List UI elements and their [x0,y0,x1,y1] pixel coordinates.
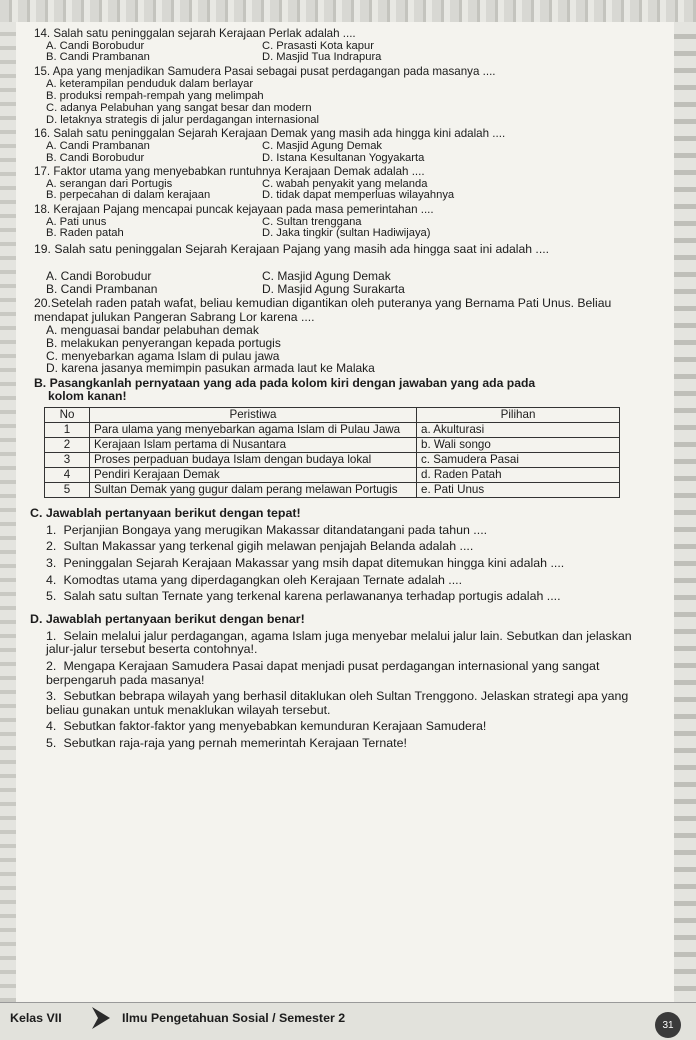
row-peristiwa: Sultan Demak yang gugur dalam perang melawan Portugis [90,482,417,497]
item-text: Komodtas utama yang diperdagangkan oleh Kerajaan Ternate adalah .... [63,572,463,587]
option-d: D. karena jasanya memimpin pasukan armada laut ke Malaka [46,361,375,376]
question-number: 18. [34,202,51,216]
item-number: 3. [46,556,57,571]
list-item [46,630,650,657]
option-a: A. menguasai bandar pelabuhan demak [46,323,259,338]
question-text: Salah satu peninggalan Sejarah Kerajaan Pajang yang masih ada hingga saat ini adalah .... [54,241,549,256]
section-b-title: B. Pasangkanlah pernyataan yang ada pada kolom kiri dengan jawaban yang ada pada [34,375,536,390]
option-d: D. Jaka tingkir (sultan Hadiwijaya) [262,227,431,240]
question-text: Salah satu peninggalan sejarah Kerajaan Perlak adalah .... [53,27,356,40]
section-c-list [46,524,650,604]
option-a: A. keterampilan penduduk dalam berlayar [46,78,254,91]
item-number: 5. [46,736,57,750]
question-options [46,179,650,202]
left-binding-decoration [0,22,16,1002]
question-options [46,217,650,240]
question-17 [34,166,650,202]
column-header-no: No [45,407,90,422]
section-b-heading [34,377,650,404]
table-row [45,467,620,482]
item-text: Mengapa Kerajaan Samudera Pasai dapat menjadi pusat perdagangan internasional yang sangat berpengaruh pada masanya! [46,659,600,687]
row-number: 1 [45,422,90,437]
option-a: A. serangan dari Portugis [46,177,173,190]
question-number: 14. [34,27,51,40]
question-number: 16. [34,127,51,141]
item-number: 2. [46,659,57,674]
option-a: A. Candi Borobudur [46,269,152,284]
section-c [30,505,650,604]
item-text: Sebutkan raja-raja yang pernah memerintah Kerajaan Ternate! [63,736,407,750]
option-a: A. Candi Borobudur [46,39,145,52]
section-d [30,611,650,751]
list-item [46,574,650,588]
question-14 [34,28,650,64]
item-text: Sebutkan faktor-faktor yang menyebabkan kemunduran Kerajaan Samudera! [63,719,487,734]
row-peristiwa: Kerajaan Islam pertama di Nusantara [90,437,417,452]
question-text: Faktor utama yang menyebabkan runtuhnya Kerajaan Demak adalah .... [53,165,425,179]
question-options [46,324,650,374]
section-d-title: D. Jawablah pertanyaan berikut dengan benar! [30,611,305,626]
question-text: Salah satu peninggalan Sejarah Kerajaan Demak yang masih ada hingga kini adalah .... [53,127,506,141]
option-c: C. Masjid Agung Demak [262,139,383,152]
table-row [45,452,620,467]
option-d: D. Istana Kesultanan Yogyakarta [262,151,425,164]
row-pilihan: c. Samudera Pasai [417,452,620,467]
list-item [46,660,650,687]
list-item [46,540,650,554]
row-pilihan: b. Wali songo [417,437,620,452]
row-number: 2 [45,437,90,452]
column-header-pilihan: Pilihan [417,407,620,422]
option-c: C. wabah penyakit yang melanda [262,177,428,190]
footer-subject-label: Ilmu Pengetahuan Sosial / Semester 2 [122,1011,346,1025]
question-15 [34,66,650,127]
table-row [45,437,620,452]
option-c: C. adanya Pelabuhan yang sangat besar dan modern [46,102,312,115]
option-c: C. menyebarkan agama Islam di pulau jawa [46,348,280,363]
option-b: B. Candi Borobudur [46,151,145,164]
question-number: 19. [34,241,51,256]
question-options [46,78,650,126]
section-c-title: C. Jawablah pertanyaan berikut dengan tepat! [30,505,301,520]
option-b: B. perpecahan di dalam kerajaan [46,189,211,202]
option-c: C. Masjid Agung Demak [262,269,391,284]
page-number: 31 [662,1019,674,1031]
option-c: C. Prasasti Kota kapur [262,39,374,52]
item-text: Sultan Makassar yang terkenal gigih melawan penjajah Belanda adalah .... [63,539,474,554]
row-peristiwa: Pendiri Kerajaan Demak [90,467,417,482]
item-text: Selain melalui jalur perdagangan, agama Islam juga menyebar melalui jalur lain. Sebutkan dan jelaskan jalur-jalur tersebut beserta contohnya!. [46,628,632,657]
table-row [45,422,620,437]
item-number: 3. [46,689,57,704]
row-number: 3 [45,452,90,467]
option-b: B. Raden patah [46,227,124,240]
section-d-list [46,630,650,751]
option-d: D. letaknya strategis di jalur perdagangan internasional [46,114,320,127]
option-b: B. melakukan penyerangan kepada portugis [46,335,281,350]
row-peristiwa: Para ulama yang menyebarkan agama Islam di Pulau Jawa [90,422,417,437]
question-text: Setelah raden patah wafat, beliau kemudian digantikan oleh puteranya yang Bernama Pati Unus. Beliau mendapat julukan Pangeran Sabrang Lor karena .... [34,296,612,324]
item-number: 5. [46,589,57,604]
question-number: 15. [34,64,51,78]
option-b: B. produksi rempah-rempah yang melimpah [46,90,264,103]
row-number: 5 [45,482,90,497]
question-options [46,270,650,295]
row-number: 4 [45,467,90,482]
top-border-decoration [0,0,696,22]
option-b: B. Candi Prambanan [46,281,158,296]
question-16 [34,128,650,164]
table-header-row [45,407,620,422]
right-binding-decoration [674,22,696,1002]
question-19 [34,243,650,295]
question-options [46,41,650,64]
row-pilihan: a. Akulturasi [417,422,620,437]
page-content [30,27,650,754]
option-c: C. Sultan trenggana [262,215,362,228]
question-number: 20. [34,296,51,311]
item-number: 1. [46,628,57,643]
option-d: D. tidak dapat memperluas wilayahnya [262,189,455,202]
item-number: 1. [46,522,57,537]
column-header-peristiwa: Peristiwa [90,407,417,422]
page-footer [0,1002,696,1040]
item-number: 4. [46,719,57,734]
footer-class-label: Kelas VII [10,1011,62,1025]
row-pilihan: e. Pati Unus [417,482,620,497]
list-item [46,720,650,734]
item-text: Peninggalan Sejarah Kerajaan Makassar yang msih dapat ditemukan hingga kini adalah .... [63,556,565,571]
question-text: Kerajaan Pajang mencapai puncak kejayaan pada masa pemerintahan .... [53,202,434,216]
option-a: A. Candi Prambanan [46,139,150,152]
table-row [45,482,620,497]
list-item [46,737,650,751]
item-number: 4. [46,572,57,587]
option-b: B. Candi Prambanan [46,51,150,64]
list-item [46,524,650,538]
row-peristiwa: Proses perpaduan budaya Islam dengan budaya lokal [90,452,417,467]
row-pilihan: d. Raden Patah [417,467,620,482]
option-a: A. Pati unus [46,215,107,228]
question-number: 17. [34,165,51,179]
page-number-badge [655,1012,681,1038]
item-number: 2. [46,539,57,554]
question-options [46,141,650,164]
item-text: Salah satu sultan Ternate yang terkenal karena perlawananya terhadap portugis adalah .... [63,589,561,604]
matching-table [44,407,620,498]
list-item [46,557,650,571]
question-18 [34,204,650,240]
item-text: Sebutkan bebrapa wilayah yang berhasil ditaklukan oleh Sultan Trenggono. Jelaskan strategi apa yang beliau gunakan untuk menaklukan wilayah tersebut. [46,689,629,717]
option-d: D. Masjid Tua Indrapura [262,51,382,64]
list-item [46,690,650,717]
option-d: D. Masjid Agung Surakarta [262,281,405,296]
section-b-title-continued: kolom kanan! [48,389,127,404]
question-text: Apa yang menjadikan Samudera Pasai sebagai pusat perdagangan pada masanya .... [52,64,496,78]
item-text: Perjanjian Bongaya yang merugikan Makassar ditandatangani pada tahun .... [63,522,488,537]
chevron-right-icon [90,1005,114,1031]
question-20 [34,297,650,375]
list-item [46,590,650,604]
